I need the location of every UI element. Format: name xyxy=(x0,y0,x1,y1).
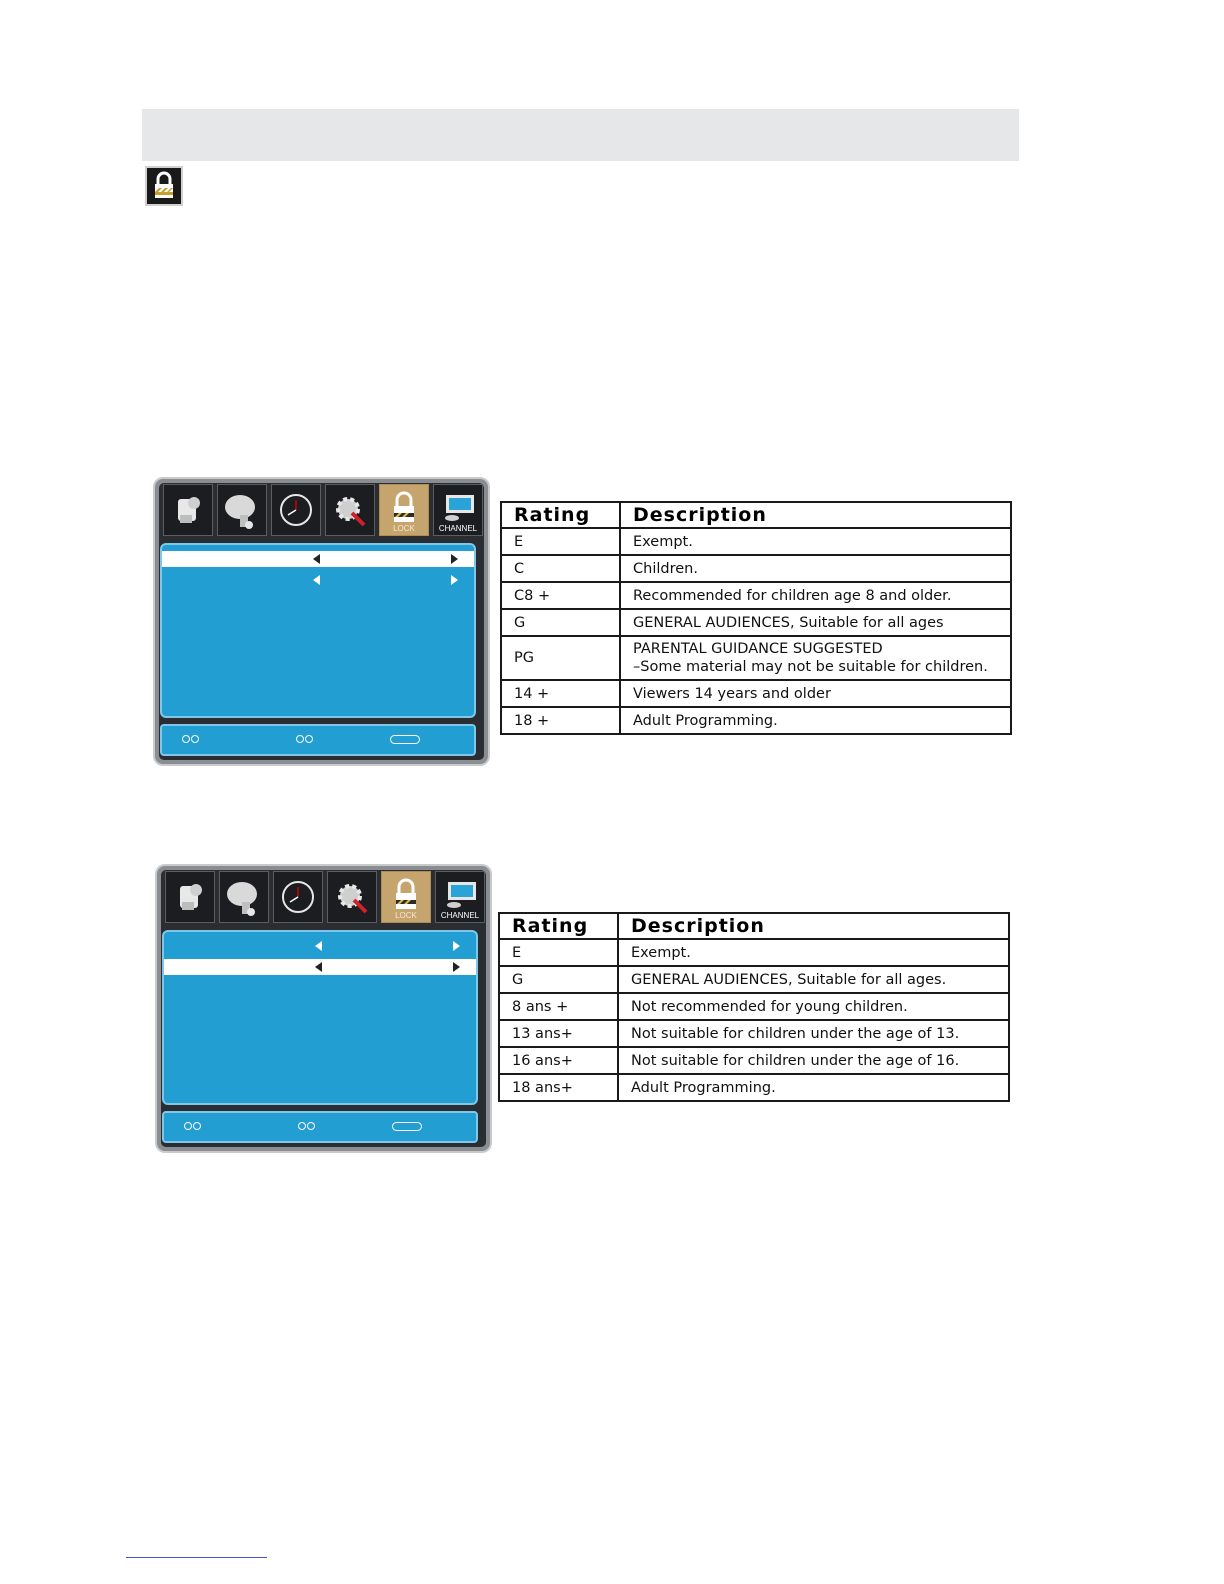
clock-icon xyxy=(272,485,320,535)
up-down-buttons-icon xyxy=(184,1122,201,1130)
table-row xyxy=(501,528,1011,555)
rating-cell: G xyxy=(501,609,620,636)
ok-button-icon xyxy=(390,735,420,744)
rating-cell: 18 ans+ xyxy=(499,1074,618,1101)
menu-row-selected[interactable] xyxy=(162,551,474,567)
satellite-dish-icon xyxy=(218,485,266,535)
up-down-buttons-icon xyxy=(182,735,199,743)
tab-channel[interactable] xyxy=(435,871,485,923)
ok-button-icon xyxy=(392,1122,422,1131)
arrow-left-icon[interactable] xyxy=(313,575,320,585)
left-right-buttons-icon xyxy=(296,735,313,743)
section-header-band xyxy=(142,109,1019,161)
table-row xyxy=(499,939,1009,966)
menu-row[interactable] xyxy=(162,572,474,588)
tab-sound[interactable] xyxy=(219,871,269,923)
rating-cell: G xyxy=(499,966,618,993)
tab-picture[interactable] xyxy=(165,871,215,923)
table-row xyxy=(501,680,1011,707)
tab-lock[interactable] xyxy=(379,484,429,536)
arrow-right-icon[interactable] xyxy=(451,554,458,564)
rating-cell: PG xyxy=(501,636,620,680)
table-row xyxy=(501,707,1011,734)
table-row xyxy=(499,993,1009,1020)
tab-lock[interactable] xyxy=(381,871,431,923)
tab-label: CHANNEL xyxy=(440,911,480,920)
osd-menu-panel xyxy=(160,543,476,718)
rating-cell: 8 ans + xyxy=(499,993,618,1020)
tab-time[interactable] xyxy=(271,484,321,536)
rating-cell: C8 + xyxy=(501,582,620,609)
tab-sound[interactable] xyxy=(217,484,267,536)
camera-icon xyxy=(166,872,214,922)
description-cell: Adult Programming. xyxy=(620,707,1011,734)
rating-cell: E xyxy=(501,528,620,555)
lock-menu-osd-us xyxy=(155,479,488,764)
column-header-rating: Rating xyxy=(501,502,620,528)
rating-cell: 14 + xyxy=(501,680,620,707)
table-row xyxy=(499,1047,1009,1074)
left-right-buttons-icon xyxy=(298,1122,315,1130)
description-cell: Children. xyxy=(620,555,1011,582)
tab-time[interactable] xyxy=(273,871,323,923)
arrow-right-icon[interactable] xyxy=(453,941,460,951)
arrow-left-icon[interactable] xyxy=(313,554,320,564)
description-cell: Not recommended for young children. xyxy=(618,993,1009,1020)
tab-label: CHANNEL xyxy=(438,524,478,533)
menu-row-selected[interactable] xyxy=(164,959,476,975)
tab-picture[interactable] xyxy=(163,484,213,536)
description-cell: Exempt. xyxy=(620,528,1011,555)
description-cell: Exempt. xyxy=(618,939,1009,966)
rating-cell: E xyxy=(499,939,618,966)
rating-cell: C xyxy=(501,555,620,582)
arrow-left-icon[interactable] xyxy=(315,941,322,951)
table-row xyxy=(501,555,1011,582)
osd-button-hints xyxy=(162,1111,478,1143)
table-row xyxy=(501,582,1011,609)
description-cell: Adult Programming. xyxy=(618,1074,1009,1101)
description-cell: Recommended for children age 8 and older. xyxy=(620,582,1011,609)
osd-button-hints xyxy=(160,724,476,756)
table-row xyxy=(499,966,1009,993)
footer-link-underline xyxy=(126,1557,267,1558)
table-row xyxy=(501,636,1011,680)
column-header-description: Description xyxy=(618,913,1009,939)
description-cell: Viewers 14 years and older xyxy=(620,680,1011,707)
table-header-row xyxy=(499,913,1009,939)
description-cell: GENERAL AUDIENCES, Suitable for all ages. xyxy=(618,966,1009,993)
description-line: –Some material may not be suitable for children. xyxy=(633,659,988,675)
rating-cell: 18 + xyxy=(501,707,620,734)
tab-label: LOCK xyxy=(393,524,415,533)
osd-menu-panel xyxy=(162,930,478,1105)
menu-row[interactable] xyxy=(164,938,476,954)
rating-table-us xyxy=(500,501,1012,735)
description-cell: Not suitable for children under the age of 13. xyxy=(618,1020,1009,1047)
satellite-dish-icon xyxy=(220,872,268,922)
description-line: PARENTAL GUIDANCE SUGGESTED xyxy=(633,641,883,657)
rating-cell: 13 ans+ xyxy=(499,1020,618,1047)
column-header-description: Description xyxy=(620,502,1011,528)
description-cell: Not suitable for children under the age of 16. xyxy=(618,1047,1009,1074)
tab-channel[interactable] xyxy=(433,484,483,536)
table-row xyxy=(501,609,1011,636)
lock-icon xyxy=(145,166,183,206)
rating-table-canada xyxy=(498,912,1010,1102)
description-cell: GENERAL AUDIENCES, Suitable for all ages xyxy=(620,609,1011,636)
column-header-rating: Rating xyxy=(499,913,618,939)
gear-icon xyxy=(326,485,374,535)
rating-cell: 16 ans+ xyxy=(499,1047,618,1074)
arrow-left-icon[interactable] xyxy=(315,962,322,972)
table-row xyxy=(499,1020,1009,1047)
arrow-right-icon[interactable] xyxy=(451,575,458,585)
table-row xyxy=(499,1074,1009,1101)
tab-label: LOCK xyxy=(395,911,417,920)
table-header-row xyxy=(501,502,1011,528)
arrow-right-icon[interactable] xyxy=(453,962,460,972)
gear-icon xyxy=(328,872,376,922)
clock-icon xyxy=(274,872,322,922)
tab-setup[interactable] xyxy=(327,871,377,923)
lock-menu-osd-canada xyxy=(157,866,490,1151)
tab-setup[interactable] xyxy=(325,484,375,536)
camera-icon xyxy=(164,485,212,535)
description-cell xyxy=(620,636,1011,680)
